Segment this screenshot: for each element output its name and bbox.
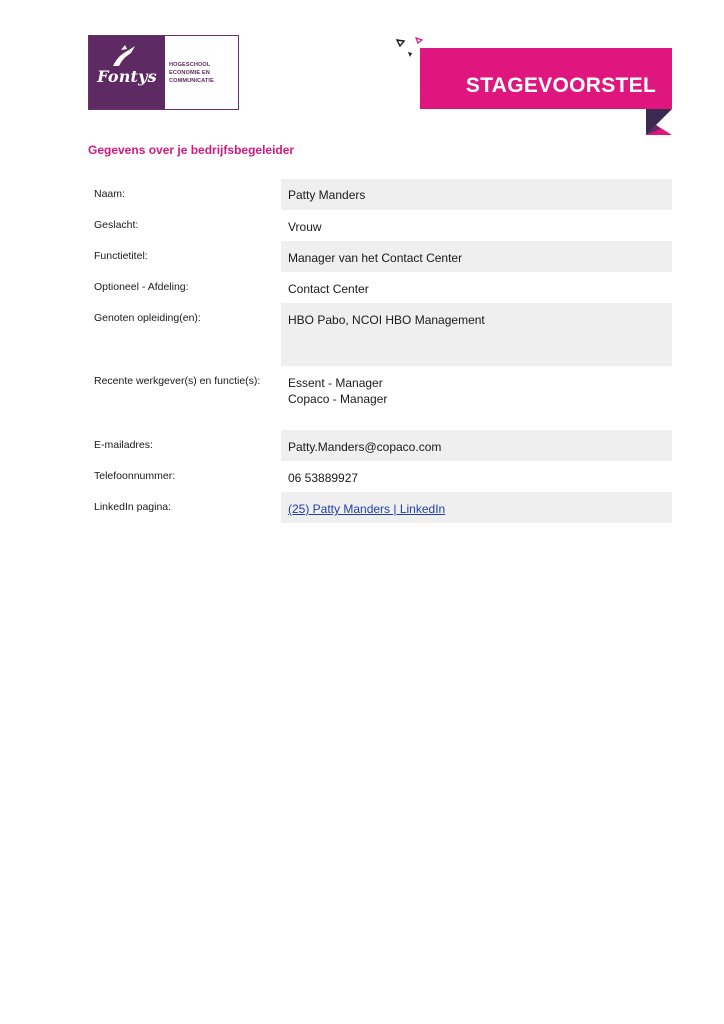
- banner-title: STAGEVOORSTEL: [465, 73, 657, 97]
- form-row-functietitel: [87, 241, 672, 272]
- logo-text: [165, 36, 238, 109]
- field-value-email: Patty.Manders@copaco.com: [281, 430, 672, 461]
- werkgever-line-2: Copaco - Manager: [288, 392, 388, 406]
- field-label-opleiding: Genoten opleiding(en):: [94, 312, 201, 324]
- form-row-email: [87, 430, 672, 461]
- field-value-functietitel: Manager van het Contact Center: [281, 241, 672, 272]
- form-row-linkedin: [87, 492, 672, 523]
- field-value-telefoon: 06 53889927: [288, 471, 359, 485]
- field-value-linkedin: [281, 492, 672, 523]
- field-label-linkedin: LinkedIn pagina:: [94, 501, 172, 513]
- leaping-figure-icon: [107, 44, 139, 70]
- field-label-email: E-mailadres:: [94, 439, 153, 451]
- banner-fold-icon: [646, 109, 672, 135]
- logo-emblem: [89, 36, 165, 109]
- field-label-werkgevers: Recente werkgever(s) en functie(s):: [94, 375, 261, 387]
- section-heading: Gegevens over je bedrijfsbegeleider: [88, 143, 295, 157]
- title-banner: [420, 48, 672, 109]
- logo-wordmark: Fontys: [97, 67, 157, 86]
- field-value-naam: Patty Manders: [281, 179, 672, 210]
- field-value-afdeling: Contact Center: [288, 282, 369, 296]
- supervisor-form: [87, 179, 672, 523]
- field-label-geslacht: Geslacht:: [94, 219, 139, 231]
- logo-line-3: COMMUNICATIE: [169, 77, 214, 84]
- field-label-functietitel: Functietitel:: [94, 250, 148, 262]
- logo-line-1: HOGESCHOOL: [169, 61, 211, 68]
- field-value-werkgevers: [281, 366, 672, 430]
- fontys-logo: [88, 35, 239, 110]
- form-row-werkgevers: [87, 366, 672, 430]
- form-row-opleiding: [87, 303, 672, 366]
- werkgever-line-1: Essent - Manager: [288, 376, 383, 390]
- form-row-telefoon: [87, 461, 672, 492]
- linkedin-link[interactable]: (25) Patty Manders | LinkedIn: [288, 502, 446, 516]
- field-label-telefoon: Telefoonnummer:: [94, 470, 176, 482]
- form-row-naam: [87, 179, 672, 210]
- form-row-afdeling: [87, 272, 672, 303]
- field-value-geslacht: Vrouw: [288, 220, 322, 234]
- form-row-geslacht: [87, 210, 672, 241]
- field-label-afdeling: Optioneel - Afdeling:: [94, 281, 189, 293]
- logo-line-2: ECONOMIE EN: [169, 69, 210, 76]
- field-value-opleiding: HBO Pabo, NCOI HBO Management: [281, 303, 672, 366]
- field-label-naam: Naam:: [94, 188, 125, 200]
